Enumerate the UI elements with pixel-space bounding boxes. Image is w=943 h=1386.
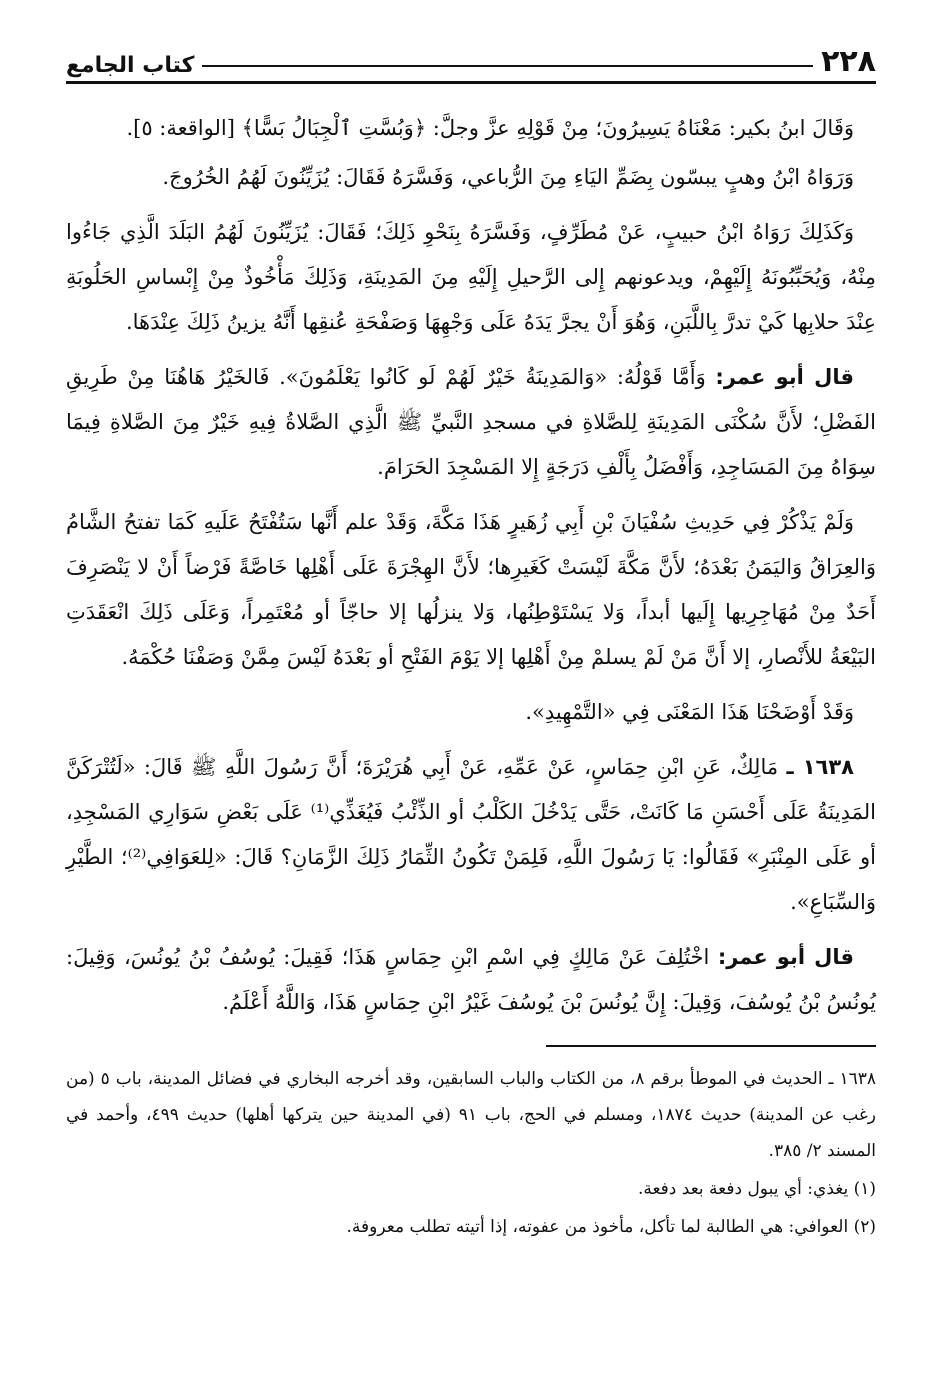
book-title: كتاب الجامع (66, 53, 195, 78)
page-number: ٢٢٨ (821, 44, 876, 79)
header-rule (202, 65, 813, 67)
footnote-main: ١٦٣٨ ـ الحديث في الموطأ برقم ٨، من الكتاب والباب السابقين، وقد أخرجه البخاري في فضائل المدينة، باب ٥ (من رغب عن المدينة) حديث ١٨٧٤، ومسلم في الحج، باب ٩١ (في المدينة حين يتركها أهلها) حديث ٤٩٩، وأحمد في المسند ٢/ ٣٨٥. (66, 1069, 877, 1161)
main-text (66, 106, 876, 1025)
hadith-paragraph (66, 745, 876, 925)
speaker-label: قال أبو عمر: (717, 945, 854, 969)
footnotes (66, 1061, 876, 1245)
paragraph-1: وَقَالَ ابنُ بكير: مَعْنَاهُ يَسِيرُونَ؛ مِنْ قَوْلِهِ عزَّ وجلَّ: ﴿وَبُسَّتِ ٱلْجِبَالُ بَسًّا﴾ [الواقعة: ٥]. (126, 116, 854, 140)
footnote-1: (١) يغذي: أي يبول دفعة بعد دفعة. (637, 1179, 876, 1199)
footnote-2: (٢) العوافي: هي الطالبة لما تأكل، مأخوذ من عفوته، إذا أتيته تطلب معروفة. (346, 1217, 876, 1237)
footnote-separator (546, 1045, 876, 1047)
paragraph-8 (66, 935, 876, 1025)
paragraph-5: وَلَمْ يَذْكُرْ فِي حَدِيثِ سُفْيَانَ بْنِ أَبِي زُهَيرٍ هَذَا مَكَّةَ، وَقَدْ علم أَنَّها سَتُفْتَحُ عَلَيهِ كَمَا تفتحُ الشَّامُ وَالعِرَاقُ وَاليَمَنُ بَعْدَهُ؛ لأَنَّ مَكَّةَ لَيْسَتْ كَغَيرِها؛ لأَنَّ الهِجْرَةَ عَلَى أَهْلِها خَاصَّةً فَرْضاً أَنْ لا يَنْصَرِفَ أَحَدٌ مِنْ مُهَاجِرِيها إِلَيها أبداً، وَلا يَسْتَوْطِنُها، وَلا ينزلُها إلا حاجّاً أو مُعْتَمِراً، وَعَلَى ذَلِكَ انْعَقَدَتِ البَيْعَةُ للأَنْصارِ، إلا أَنَّ مَنْ لَمْ يسلمْ مِنْ أَهْلِها إلا يَوْمَ الفَتْحِ أو بَعْدَهُ لَيْسَ مِمَّنْ وَصَفْنَا حُكْمَهُ. (66, 510, 876, 669)
speaker-label: قال أبو عمر: (715, 365, 854, 389)
page-header (66, 38, 876, 84)
hadith-number: ١٦٣٨ ـ (786, 755, 854, 779)
hadith-text: مَالِكٌ، عَنِ ابْنِ حِمَاسٍ، عَنْ عَمِّهِ، عَنْ أَبِي هُرَيْرَةَ؛ أَنَّ رَسُولَ اللَّهِ ﷺ قَالَ: «لَتُتْرَكَنَّ المَدِينَةُ عَلَى أَحْسَنِ مَا كَانَتْ، حَتَّى يَدْخُلَ الكَلْبُ أو الذِّئْبُ فَيُغَذِّي⁽¹⁾ عَلَى بَعْضِ سَوَارِي المَسْجِدِ، أو عَلَى المِنْبَرِ» فَقَالُوا: يَا رَسُولَ اللَّهِ، فَلِمَنْ تَكُونُ الثِّمَارُ ذَلِكَ الزَّمَانِ؟ قَالَ: «لِلعَوَافِي⁽²⁾؛ الطَّيْرِ وَالسِّبَاعِ». (66, 755, 876, 914)
paragraph-6: وَقَدْ أَوْضَحْنَا هَذَا المَعْنَى فِي «التَّمْهِيدِ». (525, 700, 854, 724)
book-page (66, 38, 876, 1348)
paragraph-4 (66, 355, 876, 490)
paragraph-4-text: وَأَمَّا قَوْلُهُ: «وَالمَدِينَةُ خَيْرٌ لَهُمْ لَو كَانُوا يَعْلَمُونَ». فَالخَيْرُ هَاهُنَا مِنْ طَرِيقِ الفَضْلِ؛ لأَنَّ سُكْنَى المَدِينَةِ لِلصَّلاةِ في مسجدِ النَّبيِّ ﷺ الَّذِي الصَّلاةُ فِيهِ خَيْرٌ مِنَ الصَّلاةِ فِيمَا سِوَاهُ مِنَ المَسَاجِدِ، وَأَفْضَلُ بِأَلْفِ دَرَجَةٍ إِلا المَسْجِدَ الحَرَامَ. (66, 365, 876, 479)
paragraph-2: وَرَوَاهُ ابْنُ وهبٍ يبسّون بِضَمِّ اليَاءِ مِنَ الرُّباعي، وَفَسَّرَهُ فَقَالَ: يُزَيِّنُونَ لَهُمُ الخُرُوجَ. (162, 165, 854, 189)
paragraph-8-text: اخْتُلِفَ عَنْ مَالِكٍ فِي اسْمِ ابْنِ حِمَاسٍ هَذَا؛ فَقِيلَ: يُوسُفُ بْنُ يُونُسَ، وَقِيلَ: يُونُسُ بْنُ يُوسُفَ، وَقِيلَ: إِنَّ يُونُسَ بْنَ يُوسُفَ غَيْرُ ابْنِ حِمَاسٍ هَذَا، وَاللَّهُ أَعْلَمُ. (66, 945, 876, 1014)
paragraph-3: وَكَذَلِكَ رَوَاهُ ابْنُ حبيبٍ، عَنْ مُطَرِّفٍ، وَفَسَّرَهُ بِنَحْوِ ذَلِكَ؛ فَقَالَ: يُزَيِّنُونَ لَهُمُ البَلَدَ الَّذِي جَاءُوا مِنْهُ، وَيُحَبِّبُونَهُ إِلَيْهِمْ، ويدعونهم إِلى الرَّحيلِ إِلَيْهِ مِنَ المَدِينَةِ، وَذَلِكَ مَأْخُوذٌ مِنْ إِبْساسِ الحَلُوبَةِ عِنْدَ حلابِها كَيْ تدرَّ بِاللَّبَنِ، وَهُوَ أَنْ يجرَّ يَدَهُ عَلَى وَجْهِهَا وَصَفْحَةِ عُنقِها أَنَّهُ يزينُ ذَلِكَ عِنْدَهَا. (66, 220, 876, 334)
